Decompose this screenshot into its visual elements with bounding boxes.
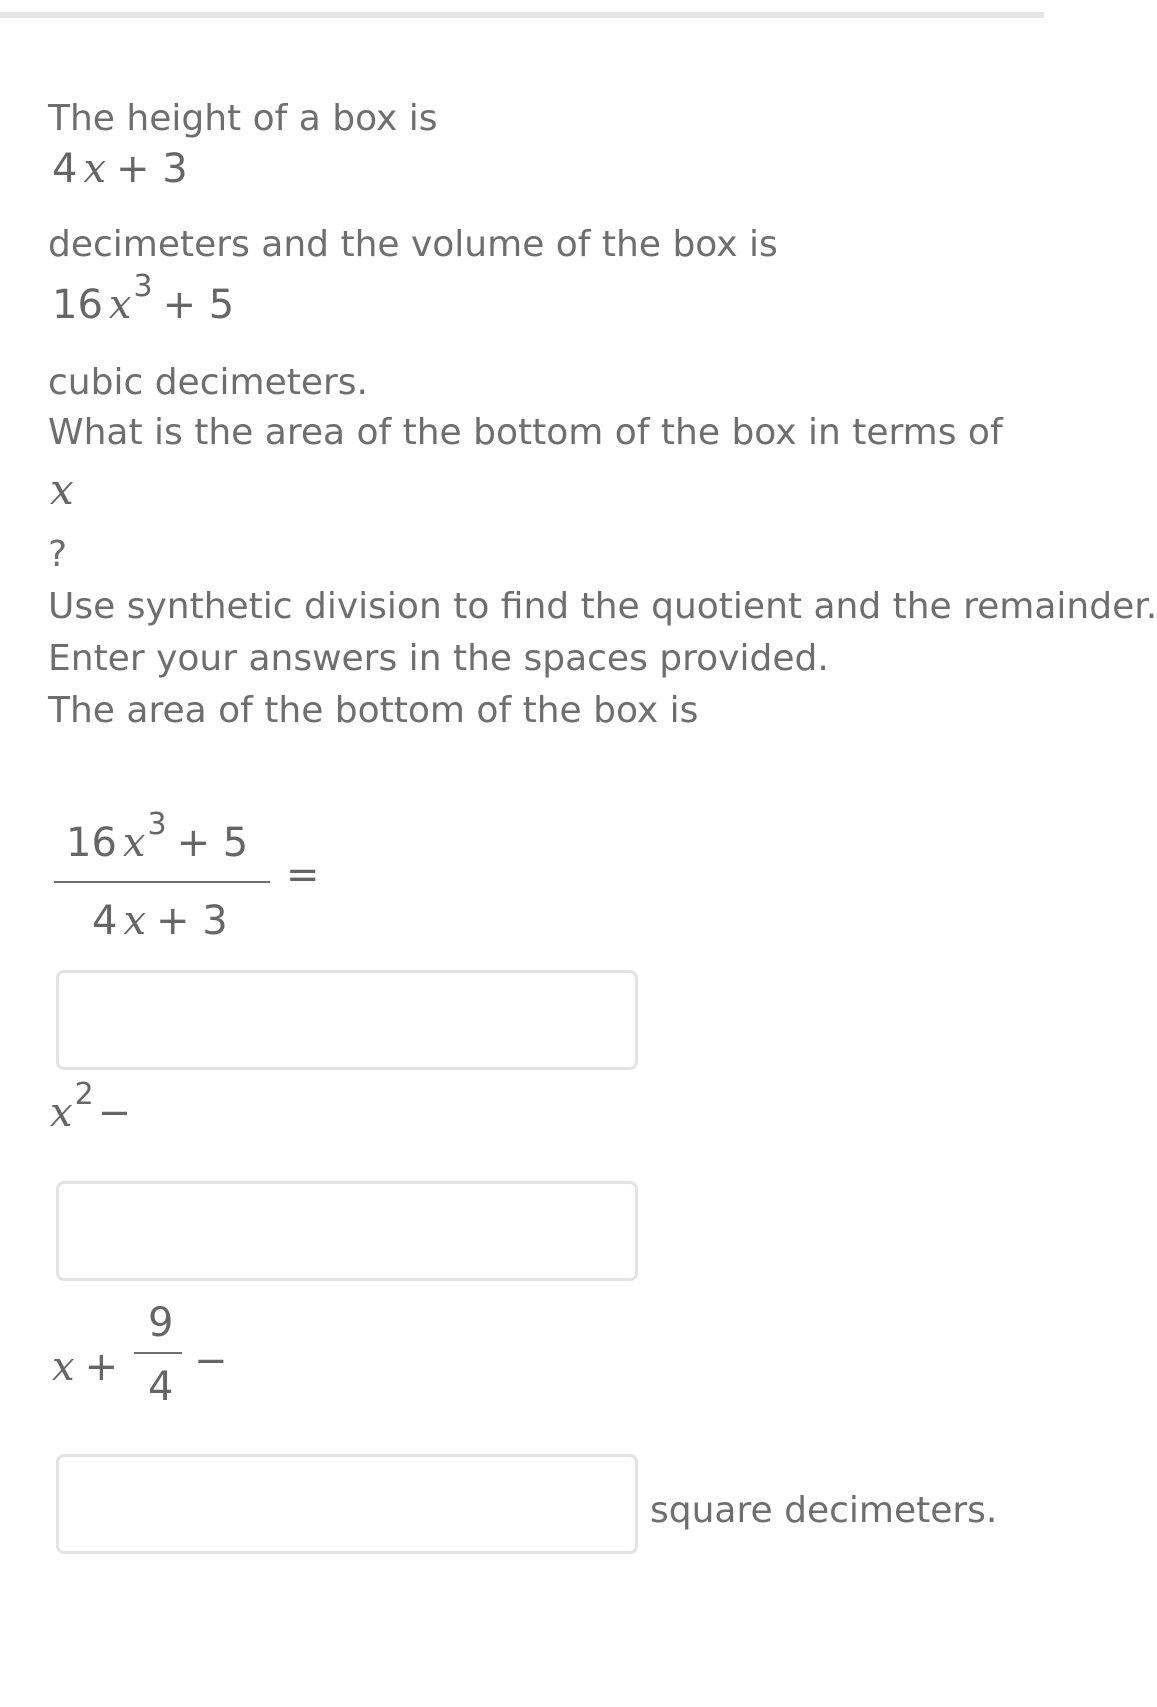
- volume-var: x: [108, 282, 132, 328]
- height-intro-text: The height of a box is: [48, 98, 438, 139]
- fraction-four: 4: [148, 1364, 174, 1410]
- small-fraction-bar: [134, 1352, 182, 1354]
- volume-rest: + 5: [162, 282, 235, 328]
- x-term-with-fraction: [52, 1300, 312, 1440]
- volume-expression: [52, 269, 235, 328]
- volume-exponent: 3: [133, 269, 153, 304]
- prompt-text: What is the area of the bottom of the box in terms of: [48, 412, 1003, 453]
- volume-coef: 16: [52, 282, 103, 328]
- x-plus: x +: [52, 1344, 119, 1390]
- area-intro-text: The area of the bottom of the box is: [48, 690, 699, 731]
- prompt-variable: x: [50, 465, 74, 514]
- square-units-text: square decimeters.: [650, 1490, 998, 1531]
- fraction-bar: [54, 881, 270, 883]
- fraction-denominator: 4 x + 3: [92, 898, 228, 944]
- top-divider: [0, 12, 1044, 18]
- height-coef: 4: [52, 146, 78, 192]
- fraction-numerator: 16 $x^3 + 5$: [66, 807, 249, 866]
- instruction-synthetic-division: Use synthetic division to find the quotient and the remainder.: [48, 586, 1157, 627]
- answer-input-remainder[interactable]: [56, 1454, 638, 1554]
- area-fraction: [54, 800, 344, 950]
- height-rest: + 3: [116, 146, 188, 192]
- answer-input-x2-coefficient[interactable]: [56, 970, 638, 1070]
- cubic-units-text: cubic decimeters.: [48, 362, 368, 403]
- question-mark: ?: [48, 534, 68, 575]
- instruction-enter-answers: Enter your answers in the spaces provided.: [48, 638, 829, 679]
- x-squared-term: $x^2$ −: [50, 1077, 132, 1136]
- volume-intro-text: decimeters and the volume of the box is: [48, 224, 778, 265]
- answer-input-x-coefficient[interactable]: [56, 1181, 638, 1281]
- fraction-nine: 9: [148, 1300, 174, 1346]
- equals-sign: =: [286, 852, 320, 898]
- minus-sign: −: [194, 1338, 228, 1384]
- height-var: x: [83, 146, 107, 192]
- height-expression: [52, 146, 188, 192]
